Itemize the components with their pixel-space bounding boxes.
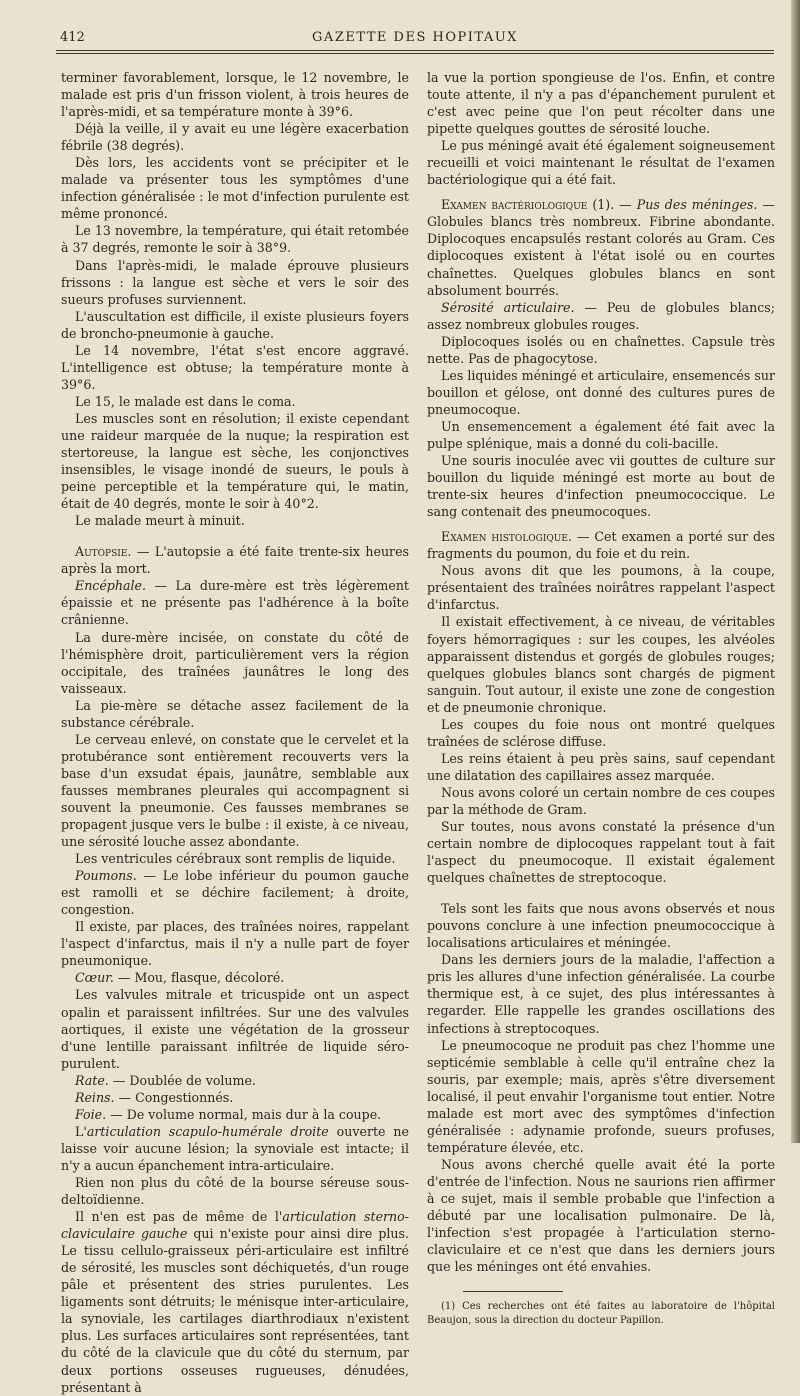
italic-term: articulation scapulo-humérale droite <box>86 1123 329 1139</box>
paragraph: Il existait effectivement, à ce niveau, de véritables foyers hémorragiques : sur les coupes, les alvéoles apparaissent distendus et gorgés de globules rouges; quelques globules blancs sont chargés de pigment sanguin. Tout autour, il existe une zone de congestion et de pneumonie chronique. <box>427 614 775 715</box>
paragraph: Le 15, le malade est dans le coma. <box>75 393 296 409</box>
paragraph: Rien non plus du côté de la bourse séreuse sous-deltoïdienne. <box>61 1175 409 1208</box>
paragraph: Une souris inoculée avec vii gouttes de culture sur bouillon du liquide méningé est morte au bout de trente-six heures d'infection pneumococcique. Le sang contenait des pneumocoques. <box>427 453 775 520</box>
encephale-paragraph: Encéphale. — La dure-mère est très légèrement épaissie et ne présente pas l'adhérence à la boîte crânienne. <box>61 578 409 628</box>
header-rule <box>56 50 774 51</box>
paragraph: la vue la portion spongieuse de l'os. Enfin, et contre toute attente, il n'y a pas d'épanchement purulent et c'est avec peine que l'on peut récolter dans une pipette quelques gouttes de sérosité louche. <box>427 70 775 137</box>
subsection-heading: Poumons. <box>75 868 137 884</box>
section-gap <box>427 520 775 528</box>
paragraph: Dans les derniers jours de la maladie, l'affection a pris les allures d'une infection généralisée. La courbe thermique est, à ce sujet, des plus intéressantes à regarder. Elle rappelle les grandes oscillations des infections à streptocoques. <box>427 952 775 1036</box>
paragraph: Dès lors, les accidents vont se précipiter et le malade va présenter tous les symptômes d'une infection généralisée : le mot d'infection purulente est même prononcé. <box>61 155 409 222</box>
paragraph: Il existe, par places, des traînées noires, rappelant l'aspect d'infarctus, mais il n'y a nulle part de foyer pneumonique. <box>61 919 409 969</box>
section-heading: Autopsie. <box>75 544 132 560</box>
paragraph: Nous avons dit que les poumons, à la coupe, présentaient des traînées noirâtres rappelant l'aspect d'infarctus. <box>427 563 775 613</box>
subsection-heading: Reins. <box>75 1089 115 1105</box>
subsection-heading: Foie. <box>75 1106 107 1122</box>
section-gap <box>61 529 409 543</box>
paragraph: Les valvules mitrale et tricuspide ont un aspect opalin et paraissent infiltrées. Sur une des valvules aortiques, il existe une végétation de la grosseur d'une lentille paraissant infiltrée de liquide séro-purulent. <box>61 987 409 1071</box>
paragraph: Le pneumocoque ne produit pas chez l'homme une septicémie semblable à celle qu'il entraîne chez la souris, par exemple; mais, après s'être diversement localisé, il peut envahir l'organisme tout entier. Notre malade est mort avec des symptômes d'infection généralisée : adynamie profonde, sueurs profuses, température élevée, etc. <box>427 1037 775 1155</box>
paragraph: Les ventricules cérébraux sont remplis de liquide. <box>75 851 396 867</box>
paragraph: Le 13 novembre, la température, qui était retombée à 37 degrés, remonte le soir à 38°9. <box>61 223 409 256</box>
paragraph: Les liquides méningé et articulaire, ensemencés sur bouillon et gélose, ont donné des cultures pures de pneumocoque. <box>427 367 775 417</box>
section-gap <box>427 886 775 900</box>
foie-paragraph: Foie. — De volume normal, mais dur à la coupe. <box>75 1106 382 1122</box>
footnote-divider <box>463 1291 563 1292</box>
paragraph: L'auscultation est difficile, il existe plusieurs foyers de broncho-pneumonie à gauche. <box>61 308 409 341</box>
paragraph: Les reins étaient à peu près sains, sauf cependant une dilatation des capillaires assez marquée. <box>427 750 775 783</box>
rate-paragraph: Rate. — Doublée de volume. <box>75 1072 256 1088</box>
paragraph: Le malade meurt à minuit. <box>75 513 245 529</box>
paragraph: Tels sont les faits que nous avons observés et nous pouvons conclure à une infection pneumococcique à localisations articulaires et méningée. <box>427 901 775 951</box>
reins-paragraph: Reins. — Congestionnés. <box>75 1089 234 1105</box>
paragraph: Dans l'après-midi, le malade éprouve plusieurs frissons : la langue est sèche et vers le soir des sueurs profuses surviennent. <box>61 257 409 307</box>
italic-term: articulation sterno-claviculaire gauche <box>61 1209 409 1242</box>
paragraph: Nous avons coloré un certain nombre de ces coupes par la méthode de Gram. <box>427 784 775 817</box>
subsection-heading: Encéphale. <box>75 578 146 594</box>
paragraph: Le cerveau enlevé, on constate que le cervelet et la protubérance sont entièrement recouverts vers la base d'un exsudat épais, jaunâtre, semblable aux fausses membranes pleurales qui accompagnent si souvent la pneumonie. Ces fausses membranes se propagent jusque vers le bulbe : il existe, à ce niveau, une sérosité louche assez abondante. <box>61 731 409 850</box>
paragraph: Sur toutes, nous avons constaté la présence d'un certain nombre de diplocoques rappelant tout à fait l'aspect du pneumocoque. Il existait également quelques chaînettes de streptocoque. <box>427 819 775 886</box>
sterno-paragraph: Il n'en est pas de même de l'articulation sterno-claviculaire gauche qui n'existe pour ainsi dire plus. Le tissu cellulo-graisseux péri-articulaire est infiltré de sérosité, les muscles sont déchiquetés, d'un rouge pâle et présentent des stries purulentes. Les ligaments sont détruits; le ménisque inter-articulaire, la synoviale, les cartilages diarthrodiaux n'existent plus. Les surfaces articulaires sont représentées, tant du côté de la clavicule que du côté du sternum, par deux portions osseuses rugueuses, dénudées, présentant à <box>61 1209 410 1395</box>
page-number: 412 <box>60 30 85 45</box>
articulation-paragraph: L'articulation scapulo-humérale droite ouverte ne laisse voir aucune lésion; la synoviale est intacte; il n'y a aucun épanchement intra-articulaire. <box>61 1123 409 1173</box>
paragraph: Les coupes du foie nous ont montré quelques traînées de sclérose diffuse. <box>427 716 775 749</box>
header-rule-double <box>56 53 774 54</box>
subsection-heading: Cœur. <box>75 970 114 986</box>
page-header <box>56 30 774 60</box>
histology-paragraph: Examen histologique. — Cet examen a porté sur des fragments du poumon, du foie et du rein. <box>427 529 775 562</box>
section-gap <box>427 188 775 196</box>
left-column <box>61 69 409 1396</box>
serosite-paragraph: Sérosité articulaire. — Peu de globules blancs; assez nombreux globules rouges. <box>427 299 775 332</box>
paragraph: Diplocoques isolés ou en chaînettes. Capsule très nette. Pas de phagocytose. <box>427 333 775 366</box>
paragraph: La dure-mère incisée, on constate du côté de l'hémisphère droit, particulièrement vers la région occipitale, des traînées jaunâtres le long des vaisseaux. <box>61 629 409 696</box>
page-binding-edge <box>791 0 800 1143</box>
section-heading: Examen bactériologique <box>441 197 588 213</box>
poumons-paragraph: Poumons. — Le lobe inférieur du poumon gauche est ramolli et se déchire facilement; à droite, congestion. <box>61 868 409 918</box>
paragraph: Nous avons cherché quelle avait été la porte d'entrée de l'infection. Nous ne saurions rien affirmer à ce sujet, mais il semble probable que l'infection a débuté par une localisation pulmonaire. De là, l'infection s'est propagée à l'articulation sterno-claviculaire et ce n'est que dans les derniers jours que les méninges ont été envahies. <box>427 1156 775 1275</box>
paragraph: terminer favorablement, lorsque, le 12 novembre, le malade est pris d'un frisson violent, à trois heures de l'après-midi, et sa température monte à 39°6. <box>61 70 409 120</box>
subsection-heading: Sérosité articulaire. <box>441 299 575 315</box>
right-column <box>427 69 775 1328</box>
paragraph: Le pus méningé avait été également soigneusement recueilli et voici maintenant le résultat de l'examen bactériologique qui a été fait. <box>427 138 775 188</box>
footnote-reference: (1). — <box>587 197 637 213</box>
paragraph: Les muscles sont en résolution; il existe cependant une raideur marquée de la nuque; la respiration est stertoreuse, la langue est sèche, les conjonctives insensibles, le visage inondé de sueurs, le pouls à peine perceptible et la température qui, le matin, était de 40 degrés, monte le soir à 40°2. <box>61 410 409 512</box>
paragraph: Le 14 novembre, l'état s'est encore aggravé. L'intelligence est obtuse; la température monte à 39°6. <box>61 342 409 392</box>
coeur-paragraph: Cœur. — Mou, flasque, décoloré. <box>75 970 285 986</box>
paragraph: Un ensemencement a également été fait avec la pulpe splénique, mais a donné du coli-bacille. <box>427 418 775 451</box>
journal-title: GAZETTE DES HOPITAUX <box>312 30 518 45</box>
subsection-heading: Rate. <box>75 1072 109 1088</box>
paragraph: La pie-mère se détache assez facilement de la substance cérébrale. <box>61 697 409 730</box>
footnote: (1) Ces recherches ont été faites au laboratoire de l'hôpital Beaujon, sous la direction du docteur Papillon. <box>427 1301 775 1327</box>
section-heading: Examen histologique. <box>441 529 572 545</box>
subsection-heading: Pus des méninges. <box>636 197 758 213</box>
autopsy-paragraph: Autopsie. — L'autopsie a été faite trente-six heures après la mort. <box>61 544 409 577</box>
paragraph: Déjà la veille, il y avait eu une légère exacerbation fébrile (38 degrés). <box>61 121 409 154</box>
bacteriology-paragraph: Examen bactériologique (1). — Pus des méninges. — Globules blancs très nombreux. Fibrine abondante. Diplocoques encapsulés restant colorés au Gram. Ces diplocoques existent à l'état isolé ou en courtes chaînettes. Quelques globules blancs en sont absolument bourrés. <box>427 197 775 298</box>
